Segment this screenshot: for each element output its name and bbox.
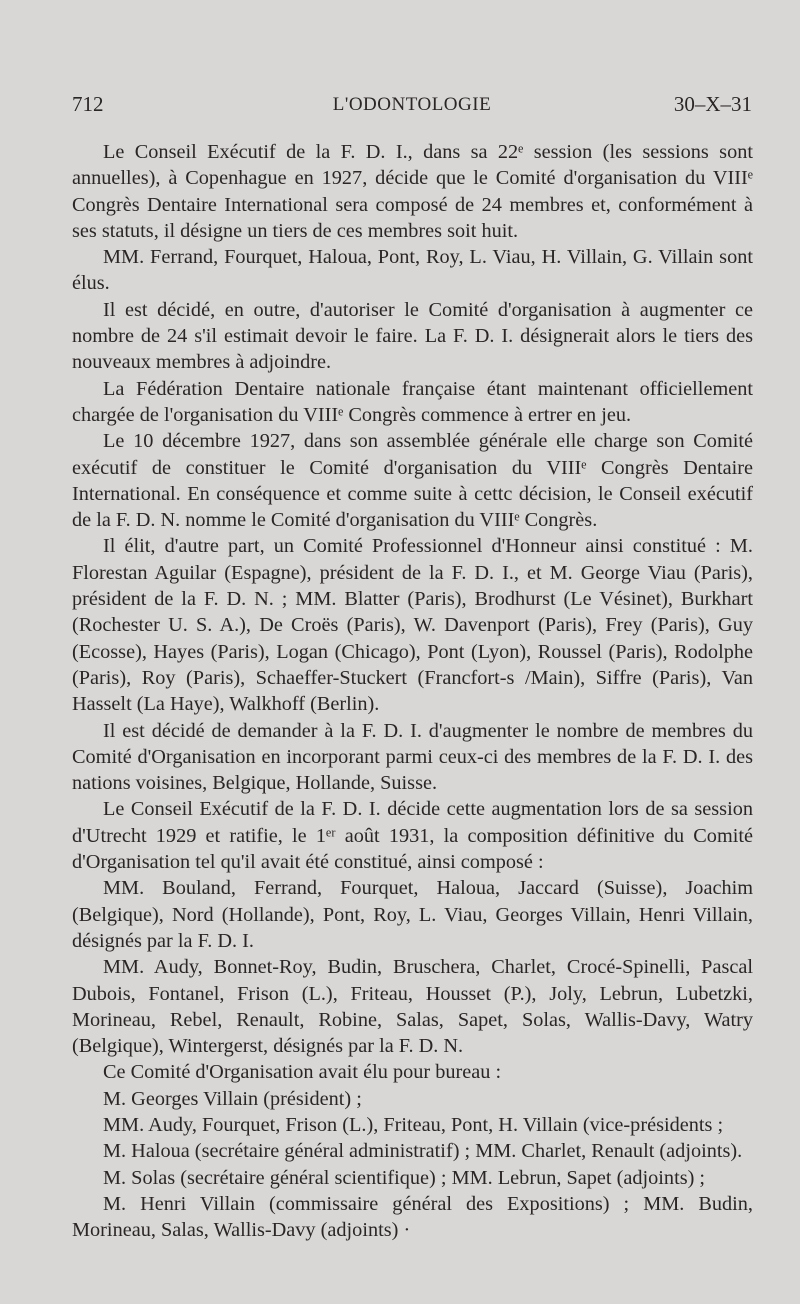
issue-date: 30–X–31 <box>673 92 752 116</box>
paragraph: M. Henri Villain (commissaire général des Expositions) ; MM. Budin, Morineau, Salas, Wallis-Davy (adjoints) · <box>72 1192 753 1242</box>
paragraph: MM. Ferrand, Fourquet, Haloua, Pont, Roy, L. Viau, H. Villain, G. Villain sont élus. <box>72 246 753 295</box>
paragraph: M. Georges Villain (président) ; <box>103 1087 362 1110</box>
paragraph: Le 10 décembre 1927, dans son assemblée générale elle charge son Comité exécutif de constituer le Comité d'organisation du VIIIᵉ Congrès Dentaire International. En conséquence et comme suite à cettc décision, le Conseil exécutif de la F. D. N. nomme le Comité d'organisation du VIIIᵉ Congrès. <box>72 430 753 532</box>
paragraph: MM. Audy, Fourquet, Frison (L.), Friteau, Pont, H. Villain (vice-présidents ; <box>103 1113 724 1136</box>
paragraph: M. Haloua (secrétaire général administratif) ; MM. Charlet, Renault (adjoints). <box>103 1140 743 1163</box>
paragraph: M. Solas (secrétaire général scientifique) ; MM. Lebrun, Sapet (adjoints) ; <box>103 1166 706 1189</box>
page-number: 712 <box>72 92 104 116</box>
paragraph: Il élit, d'autre part, un Comité Professionnel d'Honneur ainsi constitué : M. Florestan Aguilar (Espagne), président de la F. D. I., et M. George Viau (Paris), président de la F. D. N. ; MM. Blatter (Paris), Brodhurst (Le Vésinet), Burkhart (Rochester U. S. A.), De Croës (Paris), W. Davenport (Paris), Frey (Paris), Guy (Ecosse), Hayes (Paris), Logan (Chicago), Pont (Lyon), Roussel (Paris), Rodolphe (Paris), Roy (Paris), Schaeffer-Stuckert (Francfort-s /Main), Siffre (Paris), Van Hasselt (La Haye), Walkhoff (Berlin). <box>72 535 753 716</box>
running-title: L'ODONTOLOGIE <box>332 94 492 115</box>
paragraph: Il est décidé, en outre, d'autoriser le Comité d'organisation à augmenter ce nombre de 24 s'il estimait devoir le faire. La F. D. I. désignerait alors le tiers des nouveaux membres à adjoindre. <box>72 298 753 374</box>
paragraph: MM. Audy, Bonnet-Roy, Budin, Bruschera, Charlet, Crocé-Spinelli, Pascal Dubois, Fontanel, Frison (L.), Friteau, Housset (P.), Joly, Lebrun, Lubetzki, Morineau, Rebel, Renault, Robine, Salas, Sapet, Solas, Wallis-Davy, Watry (Belgique), Wintergerst, désignés par la F. D. N. <box>72 956 753 1058</box>
paragraph: MM. Bouland, Ferrand, Fourquet, Haloua, Jaccard (Suisse), Joachim (Belgique), Nord (Hollande), Pont, Roy, L. Viau, Georges Villain, Henri Villain, désignés par la F. D. I. <box>72 877 753 952</box>
paragraph: Le Conseil Exécutif de la F. D. I. décide cette augmentation lors de sa session d'Utrecht 1929 et ratifie, le 1ᵉʳ août 1931, la composition définitive du Comité d'Organisation tel qu'il avait été constitué, ainsi composé : <box>72 798 753 874</box>
running-header <box>72 92 752 118</box>
paragraph: Il est décidé de demander à la F. D. I. d'augmenter le nombre de membres du Comité d'Organisation en incorporant parmi ceux-ci des membres de la F. D. I. des nations voisines, Belgique, Hollande, Suisse. <box>72 719 753 795</box>
page-body <box>72 139 753 1243</box>
paragraph: La Fédération Dentaire nationale française étant maintenant officiellement chargée de l'organisation du VIIIᵉ Congrès commence à ertrer en jeu. <box>72 377 753 426</box>
paragraph: Ce Comité d'Organisation avait élu pour bureau : <box>103 1061 502 1084</box>
paragraph: Le Conseil Exécutif de la F. D. I., dans sa 22ᵉ session (les sessions sont annuelles), à Copenhague en 1927, décide que le Comité d'organisation du VIIIᵉ Congrès Dentaire International sera composé de 24 membres et, conformément à ses statuts, il désigne un tiers de ces membres soit huit. <box>72 141 753 242</box>
